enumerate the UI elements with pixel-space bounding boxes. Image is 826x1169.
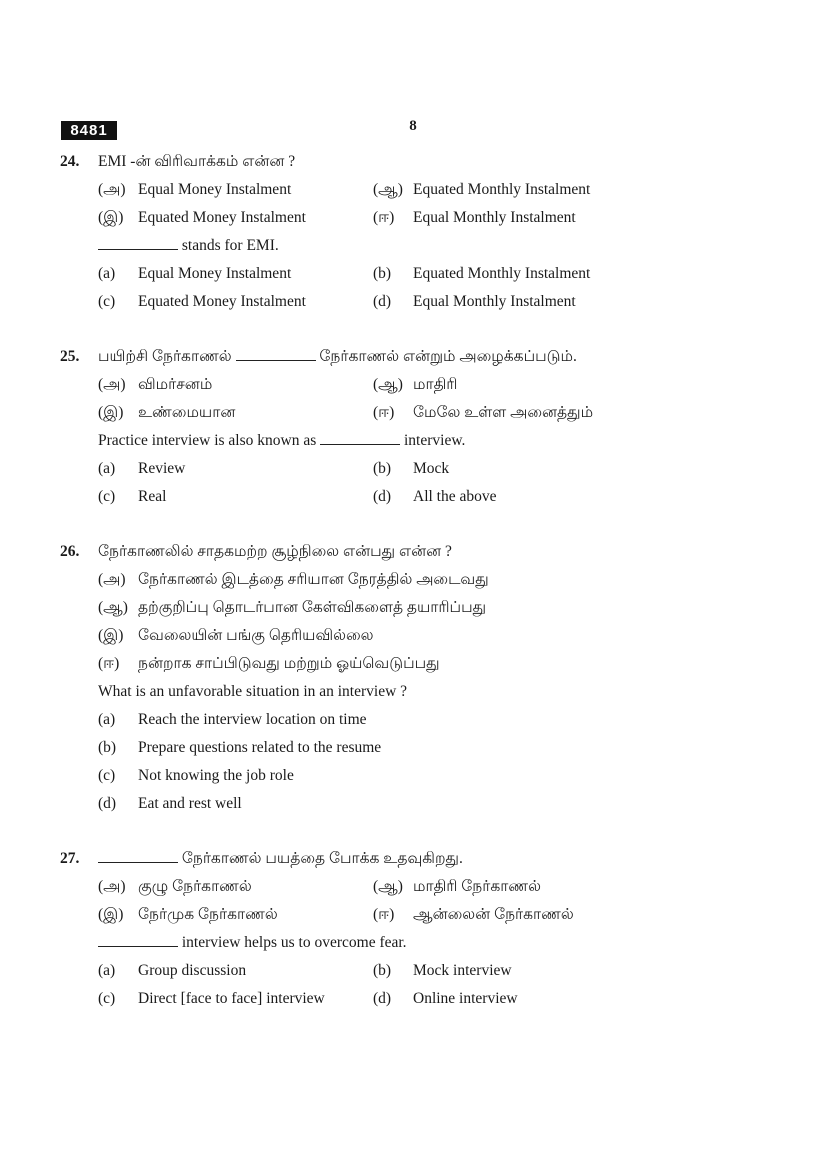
option-label: (b)	[98, 739, 117, 756]
option-label: (b)	[373, 962, 392, 979]
option-text: உண்மையான	[138, 404, 236, 421]
option-label: (அ)	[98, 571, 126, 588]
option-text: Reach the interview location on time	[138, 711, 367, 728]
option-label: (c)	[98, 990, 116, 1007]
option-text: Equal Monthly Instalment	[413, 293, 576, 310]
option-label: (இ)	[98, 906, 124, 923]
option-label: (d)	[98, 795, 117, 812]
tamil-stem: பயிற்சி நேர்காணல் நேர்காணல் என்றும் அழைக்கப்படும்.	[98, 348, 577, 365]
question-25	[60, 346, 780, 514]
option-label: (ஈ)	[373, 404, 395, 421]
option-label: (d)	[373, 488, 392, 505]
english-stem: Practice interview is also known as interview.	[98, 432, 466, 449]
option-label: (ஈ)	[98, 655, 120, 672]
tamil-stem: நேர்காணலில் சாதகமற்ற சூழ்நிலை என்பது என்ன ?	[98, 543, 452, 560]
option-label: (ஆ)	[373, 376, 403, 393]
option-text: Mock interview	[413, 962, 512, 979]
question-27	[60, 848, 780, 1016]
option-text: நேர்முக நேர்காணல்	[138, 906, 278, 923]
option-text: Equated Money Instalment	[138, 293, 306, 310]
question-number: 27.	[60, 850, 80, 867]
option-text: Real	[138, 488, 167, 505]
option-text: வேலையின் பங்கு தெரியவில்லை	[138, 627, 374, 644]
answer-blank	[98, 932, 178, 947]
option-text: விமர்சனம்	[138, 376, 213, 393]
option-text: Prepare questions related to the resume	[138, 739, 382, 756]
answer-blank	[98, 848, 178, 863]
option-text: Equal Monthly Instalment	[413, 209, 576, 226]
answer-blank	[320, 430, 400, 445]
question-number: 26.	[60, 543, 80, 560]
option-label: (அ)	[98, 878, 126, 895]
option-label: (d)	[373, 990, 392, 1007]
question-number: 24.	[60, 153, 80, 170]
option-text: All the above	[413, 488, 497, 505]
option-label: (b)	[373, 460, 392, 477]
option-label: (இ)	[98, 209, 124, 226]
option-label: (ஆ)	[373, 181, 403, 198]
option-label: (c)	[98, 767, 116, 784]
option-text: Mock	[413, 460, 450, 477]
option-text: தற்குறிப்பு தொடர்பான கேள்விகளைத் தயாரிப்பது	[138, 599, 487, 616]
option-text: மேலே உள்ள அனைத்தும்	[413, 404, 594, 421]
option-label: (இ)	[98, 627, 124, 644]
option-label: (ஆ)	[373, 878, 403, 895]
option-text: Online interview	[413, 990, 518, 1007]
question-number: 25.	[60, 348, 80, 365]
option-text: Equated Monthly Instalment	[413, 181, 591, 198]
option-label: (c)	[98, 488, 116, 505]
tamil-stem: நேர்காணல் பயத்தை போக்க உதவுகிறது.	[98, 848, 463, 870]
option-label: (a)	[98, 711, 116, 728]
option-label: (a)	[98, 265, 116, 282]
option-label: (அ)	[98, 376, 126, 393]
option-label: (c)	[98, 293, 116, 310]
option-text: Equated Monthly Instalment	[413, 265, 591, 282]
english-stem: interview helps us to overcome fear.	[98, 932, 407, 954]
option-label: (d)	[373, 293, 392, 310]
tamil-stem: EMI -ன் விரிவாக்கம் என்ன ?	[98, 153, 296, 170]
page-number: 8	[409, 118, 417, 134]
option-text: Equal Money Instalment	[138, 181, 292, 198]
option-text: நேர்காணல் இடத்தை சரியான நேரத்தில் அடைவது	[138, 571, 489, 588]
option-label: (அ)	[98, 181, 126, 198]
option-text: ஆன்லைன் நேர்காணல்	[413, 906, 574, 923]
answer-blank	[236, 346, 316, 361]
question-26	[60, 541, 780, 821]
option-label: (a)	[98, 962, 116, 979]
english-stem: stands for EMI.	[98, 235, 279, 257]
option-label: (ஈ)	[373, 209, 395, 226]
answer-blank	[98, 235, 178, 250]
option-text: மாதிரி நேர்காணல்	[413, 878, 541, 895]
option-label: (a)	[98, 460, 116, 477]
option-text: Equated Money Instalment	[138, 209, 306, 226]
option-label: (ஈ)	[373, 906, 395, 923]
option-text: Equal Money Instalment	[138, 265, 292, 282]
option-label: (இ)	[98, 404, 124, 421]
question-24	[60, 151, 780, 319]
option-text: குழு நேர்காணல்	[138, 878, 252, 895]
option-text: மாதிரி	[413, 376, 458, 393]
option-label: (ஆ)	[98, 599, 128, 616]
option-text: Group discussion	[138, 962, 247, 979]
english-stem: What is an unfavorable situation in an interview ?	[98, 683, 408, 700]
option-text: Eat and rest well	[138, 795, 242, 812]
option-label: (b)	[373, 265, 392, 282]
option-text: நன்றாக சாப்பிடுவது மற்றும் ஓய்வெடுப்பது	[138, 655, 440, 672]
question-paper-code: 8481	[61, 121, 117, 140]
option-text: Direct [face to face] interview	[138, 990, 325, 1007]
option-text: Review	[138, 460, 186, 477]
option-text: Not knowing the job role	[138, 767, 294, 784]
